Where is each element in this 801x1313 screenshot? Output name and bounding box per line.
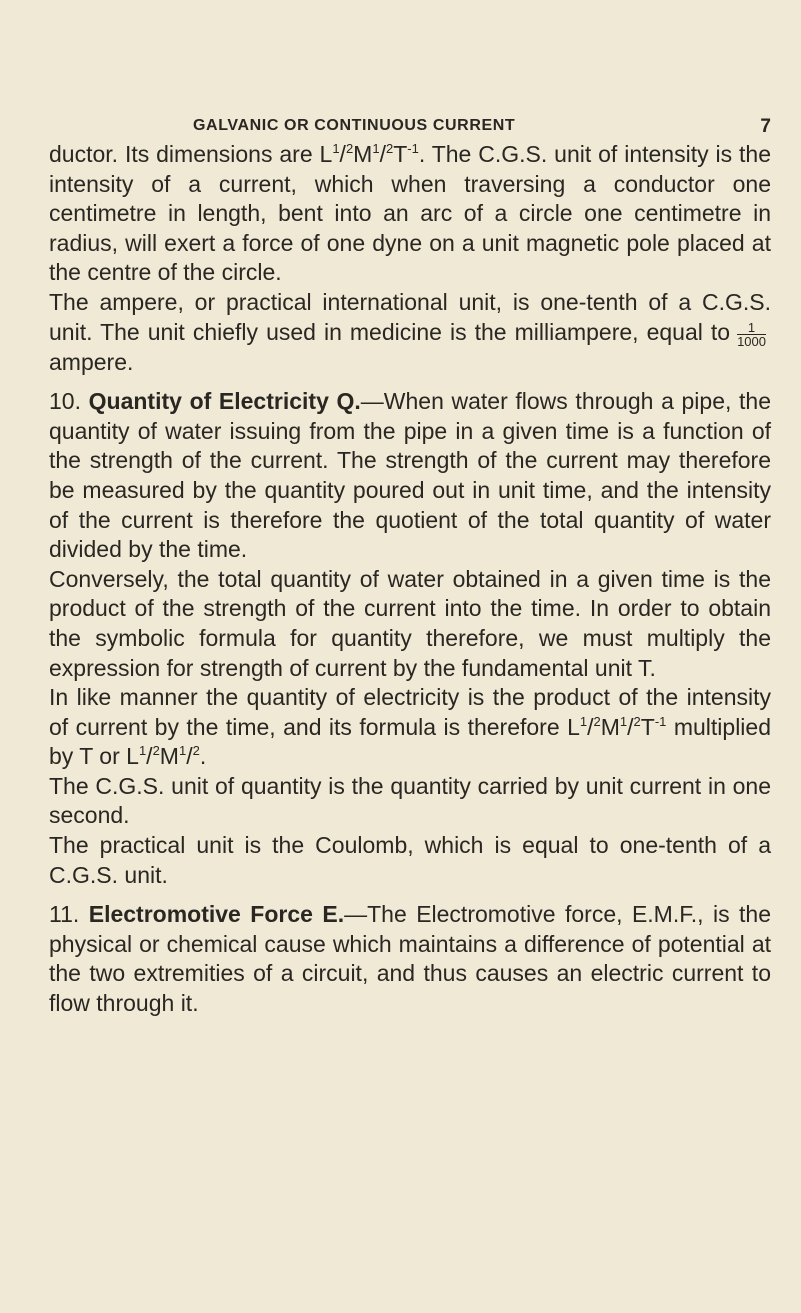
section-10 <box>49 387 771 565</box>
section-title: Electromotive Force E. <box>88 901 345 928</box>
paragraph-text: ductor. Its dimensions are <box>49 141 320 167</box>
body-text <box>49 140 771 1019</box>
fraction-one-thousandth: $\frac{1}{1000}$ <box>737 319 766 349</box>
formula-intensity-dimensions: $L^1/^2M^1/^2T^{-1}$ <box>319 141 419 167</box>
paragraph-conversely: Conversely, the total quantity of water obtained in a given time is the product of the strength of the current into the time. In order to obtain the symbolic formula for quantity therefore, we must multiply the expression for strength of current by the fundamental unit T. <box>49 565 771 681</box>
section-text: —The Electromotive force, E.M.F., is the physical or chemical cause which maintains a difference of potential at the two extremities of a circuit, and thus causes an electric current to flow through it. <box>49 901 771 1017</box>
section-number: 10. <box>49 388 81 415</box>
formula-intensity: $L^1/^2M^1/^2T^{-1}$ <box>567 713 667 740</box>
paragraph-ampere: The ampere, or practical international unit, is one-tenth of a C.G.S. unit. The unit chiefly used in medicine is the milliampere, equal to $\frac{1}{1000}$ ampere. <box>49 288 771 375</box>
formula-quantity: $L^1/^2M^1/^2$ <box>126 743 200 770</box>
section-title: Quantity of Electricity Q. <box>88 388 361 415</box>
section-number: 11. <box>49 901 80 928</box>
page-header <box>49 117 771 137</box>
section-text: —When water flows through a pipe, the quantity of water issuing from the pipe in a given time is a function of the strength of the current. The strength of the current may therefore be measured by the quantity poured out in unit time, and the intensity of the current is therefore the quotient of the total quantity of water divided by the time. <box>49 388 772 563</box>
paragraph-dimensions <box>49 140 771 288</box>
page-number: 7 <box>760 116 771 137</box>
paragraph-cgs-quantity: The C.G.S. unit of quantity is the quantity carried by unit current in one second. <box>49 772 771 829</box>
paragraph-coulomb: The practical unit is the Coulomb, which is equal to one-tenth of a C.G.S. unit. <box>49 832 771 888</box>
running-head: GALVANIC OR CONTINUOUS CURRENT <box>193 117 516 134</box>
paragraph-quantity-formula: In like manner the quantity of electricity is the product of the intensity of current by the time, and its formula is therefore $L^1/^2M^1/^2T^{-1}$ multiplied by T or $L^1/^2M^1/^2$. <box>49 684 771 770</box>
paragraph-text: . The C.G.S. unit of intensity is the intensity of a current, which when traversing a conductor one centimetre in length, bent into an arc of a circle one centimetre in radius, will exert a force of one dyne on a unit magnetic pole placed at the centre of the circle. <box>49 141 771 286</box>
section-11 <box>49 900 771 1018</box>
